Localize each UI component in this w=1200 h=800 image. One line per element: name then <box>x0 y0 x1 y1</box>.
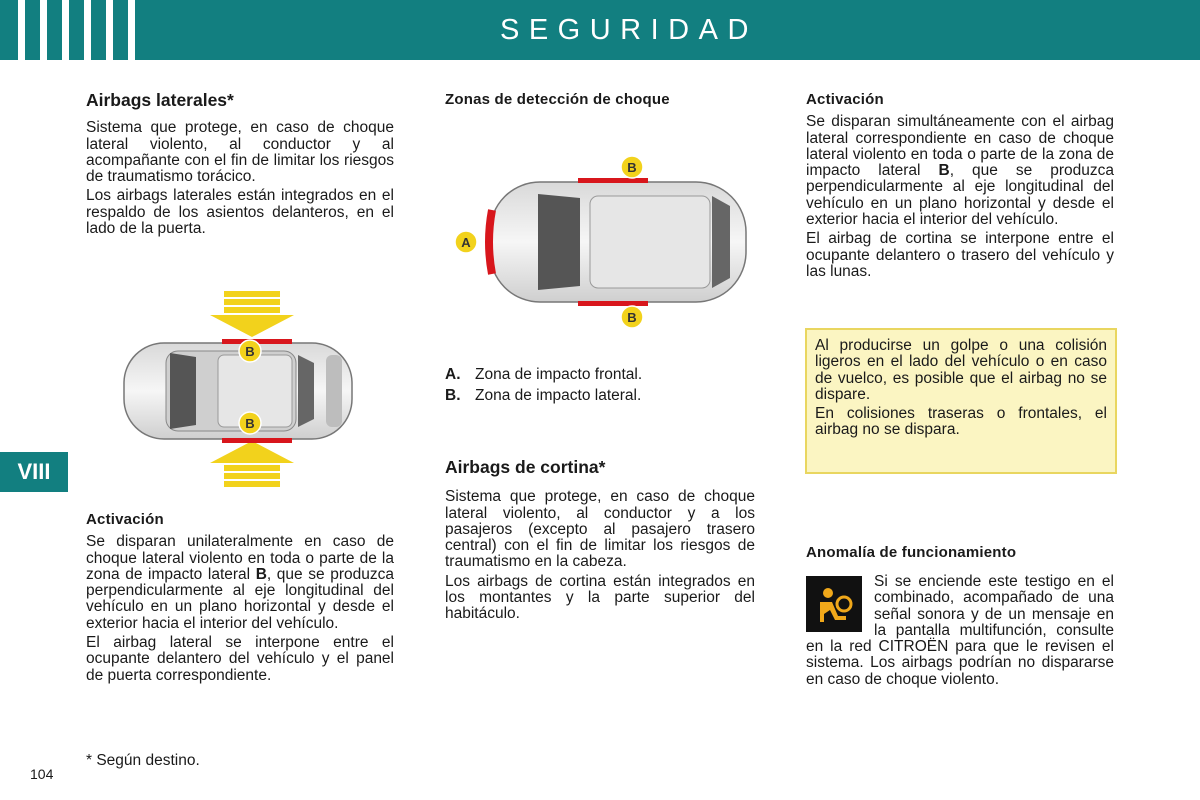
curtain-para-2: Los airbags de cortina están integrados en los montantes y la parte superior del habitáculo. <box>445 572 755 623</box>
header-stripe <box>106 0 113 60</box>
car-top-view <box>489 178 746 306</box>
page-number: 104 <box>30 766 54 782</box>
legend-item-b: B. Zona de impacto lateral. <box>445 387 642 404</box>
activation-curtain-para-2: El airbag de cortina se interpone entre el ocupante delantero o trasero del vehículo y las lunas. <box>806 230 1114 280</box>
marker-b-bottom <box>239 412 261 434</box>
header-stripe <box>40 0 47 60</box>
side-airbags-para-1: Sistema que protege, en caso de choque lateral violento, al conductor y al acompañante con el fin de limitar los riesgos de traumatismo torácico. <box>86 119 394 186</box>
column-3 <box>806 92 1114 283</box>
marker-b-top <box>621 156 643 178</box>
legend-item-a: A. Zona de impacto frontal. <box>445 366 643 383</box>
page-title: SEGURIDAD <box>500 14 758 46</box>
header-stripe <box>62 0 69 60</box>
svg-text:B: B <box>245 344 255 359</box>
note-para-2: En colisiones traseras o frontales, el airbag no se dispara. <box>815 405 1107 439</box>
svg-text:B: B <box>245 416 255 431</box>
activation-title-2: Activación <box>806 91 884 108</box>
header-stripe <box>18 0 25 60</box>
svg-text:B: B <box>627 160 637 175</box>
header-stripe <box>84 0 91 60</box>
curtain-airbags-title: Airbags de cortina* <box>445 457 606 477</box>
side-airbag-figure <box>118 285 363 490</box>
activation-curtain-para-1: Se disparan simultáneamente con el airbag lateral correspondiente en caso de choque lateral violento en toda o parte de la zona de impacto lateral B, que se produzca perpendicularmente al eje longitudinal del vehículo en un plano horizontal y desde el exterior hacia el interior del vehículo. <box>806 113 1114 229</box>
note-box <box>805 328 1117 474</box>
marker-b-top <box>239 340 261 362</box>
footnote: * Según destino. <box>86 752 200 769</box>
svg-text:B: B <box>627 310 637 325</box>
malfunction-title: Anomalía de funcionamiento <box>806 544 1017 561</box>
marker-a <box>455 231 477 253</box>
column-1 <box>86 92 394 240</box>
side-airbags-para-2: Los airbags laterales están integrados en el respaldo de los asientos delanteros, en el lado de la puerta. <box>86 187 394 238</box>
impact-arrow-top <box>210 291 294 337</box>
curtain-para-1: Sistema que protege, en caso de choque lateral violento, al conductor y a los pasajeros (excepto al pasajero trasero central) con el fin de limitar los riesgos de traumatismo en la cabeza. <box>445 488 755 571</box>
malfunction-text: Si se enciende este testigo en el combinado, acompañado de una señal sonora y de un mensaje en la pantalla multifunción, consulte en la red CITROËN para que le revisen el sistema. Los airbags podrían no dispararse en caso de choque violento. <box>806 573 1114 688</box>
column-2-header <box>445 92 755 108</box>
header-stripe <box>128 0 135 60</box>
car-top-view <box>124 339 352 443</box>
detection-zones-figure <box>450 150 750 335</box>
column-2-curtain <box>445 459 755 626</box>
chapter-tab[interactable]: VIII <box>0 452 68 492</box>
svg-text:A: A <box>461 235 471 250</box>
column-3-malfunction <box>806 545 1114 561</box>
malfunction-text-block <box>806 574 1114 691</box>
activation-para-2: El airbag lateral se interpone entre el ocupante delantero del vehículo y el panel de puerta correspondiente. <box>86 634 394 684</box>
page-header <box>0 0 1200 60</box>
note-para-1: Al producirse un golpe o una colisión ligeros en el lado del vehículo o en caso de vuelco, es posible que el airbag no se dispare. <box>815 337 1107 403</box>
side-airbags-title: Airbags laterales* <box>86 90 234 110</box>
marker-b-bottom <box>621 306 643 328</box>
activation-para-1: Se disparan unilateralmente en caso de choque lateral violento en toda o parte de la zona de impacto lateral B, que se produzca perpendicularmente al eje longitudinal del vehículo en un plano horizontal y desde el exterior hacia el interior del vehículo. <box>86 533 394 632</box>
column-1-activation <box>86 512 394 687</box>
impact-arrow-bottom <box>210 441 294 487</box>
zones-title: Zonas de detección de choque <box>445 91 670 108</box>
activation-title-1: Activación <box>86 511 164 528</box>
